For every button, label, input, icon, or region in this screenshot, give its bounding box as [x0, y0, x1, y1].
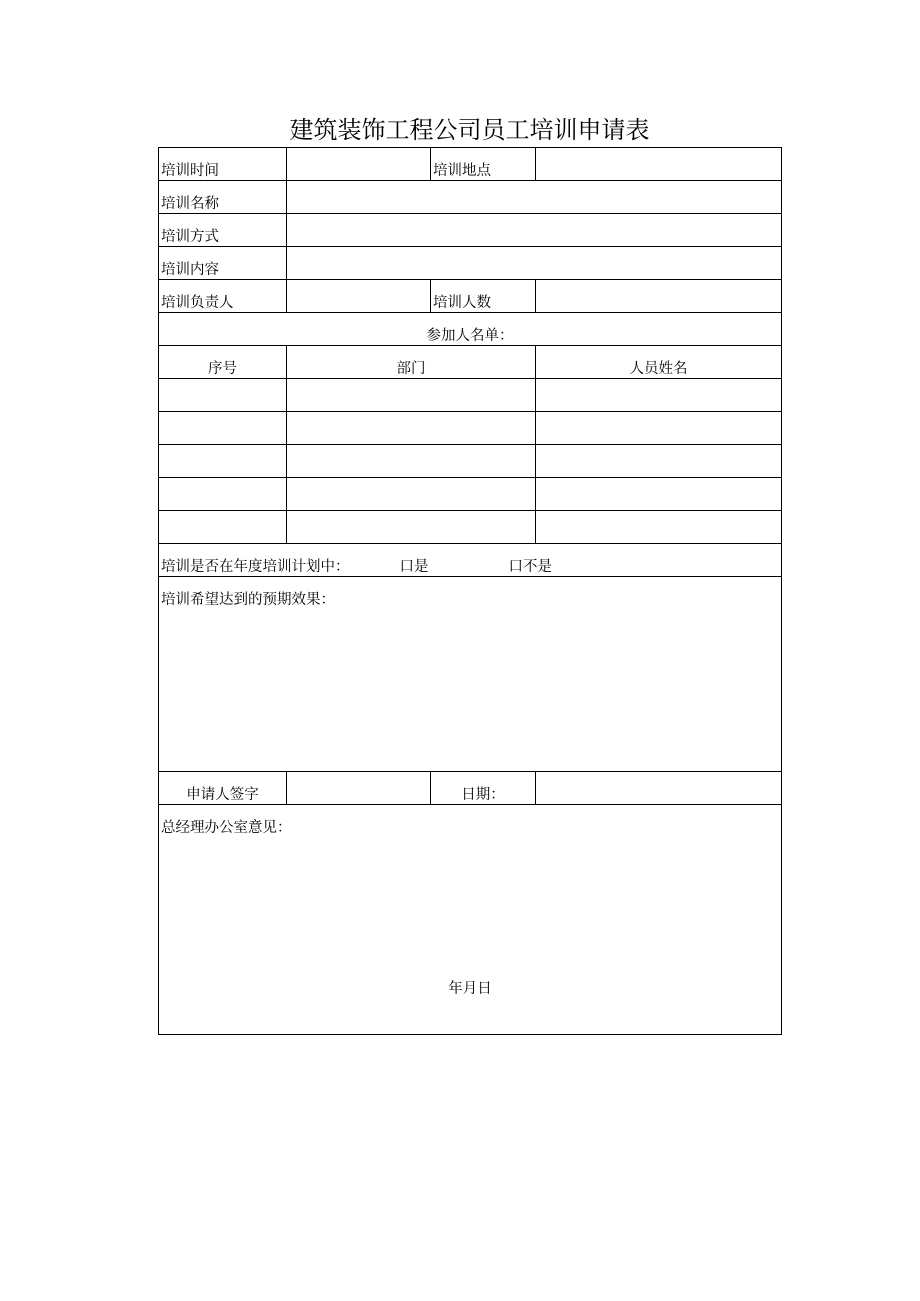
training-content-label: 培训内容 — [159, 247, 287, 280]
training-time-value[interactable] — [287, 148, 431, 181]
row-training-name — [159, 181, 782, 214]
row-training-content — [159, 247, 782, 280]
row-gm-opinion — [159, 805, 782, 1035]
row-leader-count — [159, 280, 782, 313]
applicant-sign-label: 申请人签字 — [159, 772, 287, 805]
training-name-value[interactable] — [287, 181, 782, 214]
participant-dept[interactable] — [287, 379, 536, 412]
participant-name[interactable] — [536, 478, 782, 511]
training-place-value[interactable] — [536, 148, 782, 181]
participant-name[interactable] — [536, 379, 782, 412]
row-time-place — [159, 148, 782, 181]
participant-no[interactable] — [159, 379, 287, 412]
participant-dept[interactable] — [287, 478, 536, 511]
opinion-date-footer: 年月日 — [448, 981, 492, 997]
participant-dept[interactable] — [287, 445, 536, 478]
annual-plan-cell — [159, 544, 782, 577]
col-dept-header: 部门 — [287, 346, 536, 379]
table-row — [159, 412, 782, 445]
row-annual-plan — [159, 544, 782, 577]
row-expected-effect — [159, 577, 782, 772]
gm-office-opinion-cell[interactable] — [159, 805, 782, 1035]
plan-no-checkbox[interactable]: 口不是 — [508, 559, 552, 575]
expected-effect-cell[interactable] — [159, 577, 782, 772]
row-participants-heading — [159, 313, 782, 346]
row-applicant-sign — [159, 772, 782, 805]
participant-no[interactable] — [159, 412, 287, 445]
col-no-header: 序号 — [159, 346, 287, 379]
applicant-sign-value[interactable] — [287, 772, 431, 805]
training-time-label: 培训时间 — [159, 148, 287, 181]
annual-plan-question: 培训是否在年度培训计划中： — [161, 559, 350, 575]
participant-name[interactable] — [536, 412, 782, 445]
training-method-label: 培训方式 — [159, 214, 287, 247]
plan-yes-checkbox[interactable]: 口是 — [399, 559, 429, 575]
training-leader-value[interactable] — [287, 280, 431, 313]
form-title: 建筑装饰工程公司员工培训申请表 — [289, 116, 650, 144]
training-content-value[interactable] — [287, 247, 782, 280]
date-value[interactable] — [536, 772, 782, 805]
participant-no[interactable] — [159, 511, 287, 544]
table-row — [159, 445, 782, 478]
training-place-label: 培训地点 — [431, 148, 536, 181]
row-participants-header — [159, 346, 782, 379]
table-row — [159, 511, 782, 544]
date-label: 日期： — [431, 772, 536, 805]
training-count-label: 培训人数 — [431, 280, 536, 313]
training-application-form — [158, 147, 782, 1035]
participants-heading: 参加人名单： — [159, 313, 782, 346]
row-training-method — [159, 214, 782, 247]
col-name-header: 人员姓名 — [536, 346, 782, 379]
table-row — [159, 478, 782, 511]
participant-name[interactable] — [536, 511, 782, 544]
gm-office-opinion-label: 总经理办公室意见： — [161, 820, 292, 836]
participant-dept[interactable] — [287, 511, 536, 544]
expected-effect-label: 培训希望达到的预期效果： — [161, 592, 335, 608]
training-count-value[interactable] — [536, 280, 782, 313]
participant-no[interactable] — [159, 445, 287, 478]
participant-dept[interactable] — [287, 412, 536, 445]
table-row — [159, 379, 782, 412]
participant-name[interactable] — [536, 445, 782, 478]
training-name-label: 培训名称 — [159, 181, 287, 214]
participant-no[interactable] — [159, 478, 287, 511]
training-method-value[interactable] — [287, 214, 782, 247]
training-leader-label: 培训负责人 — [159, 280, 287, 313]
